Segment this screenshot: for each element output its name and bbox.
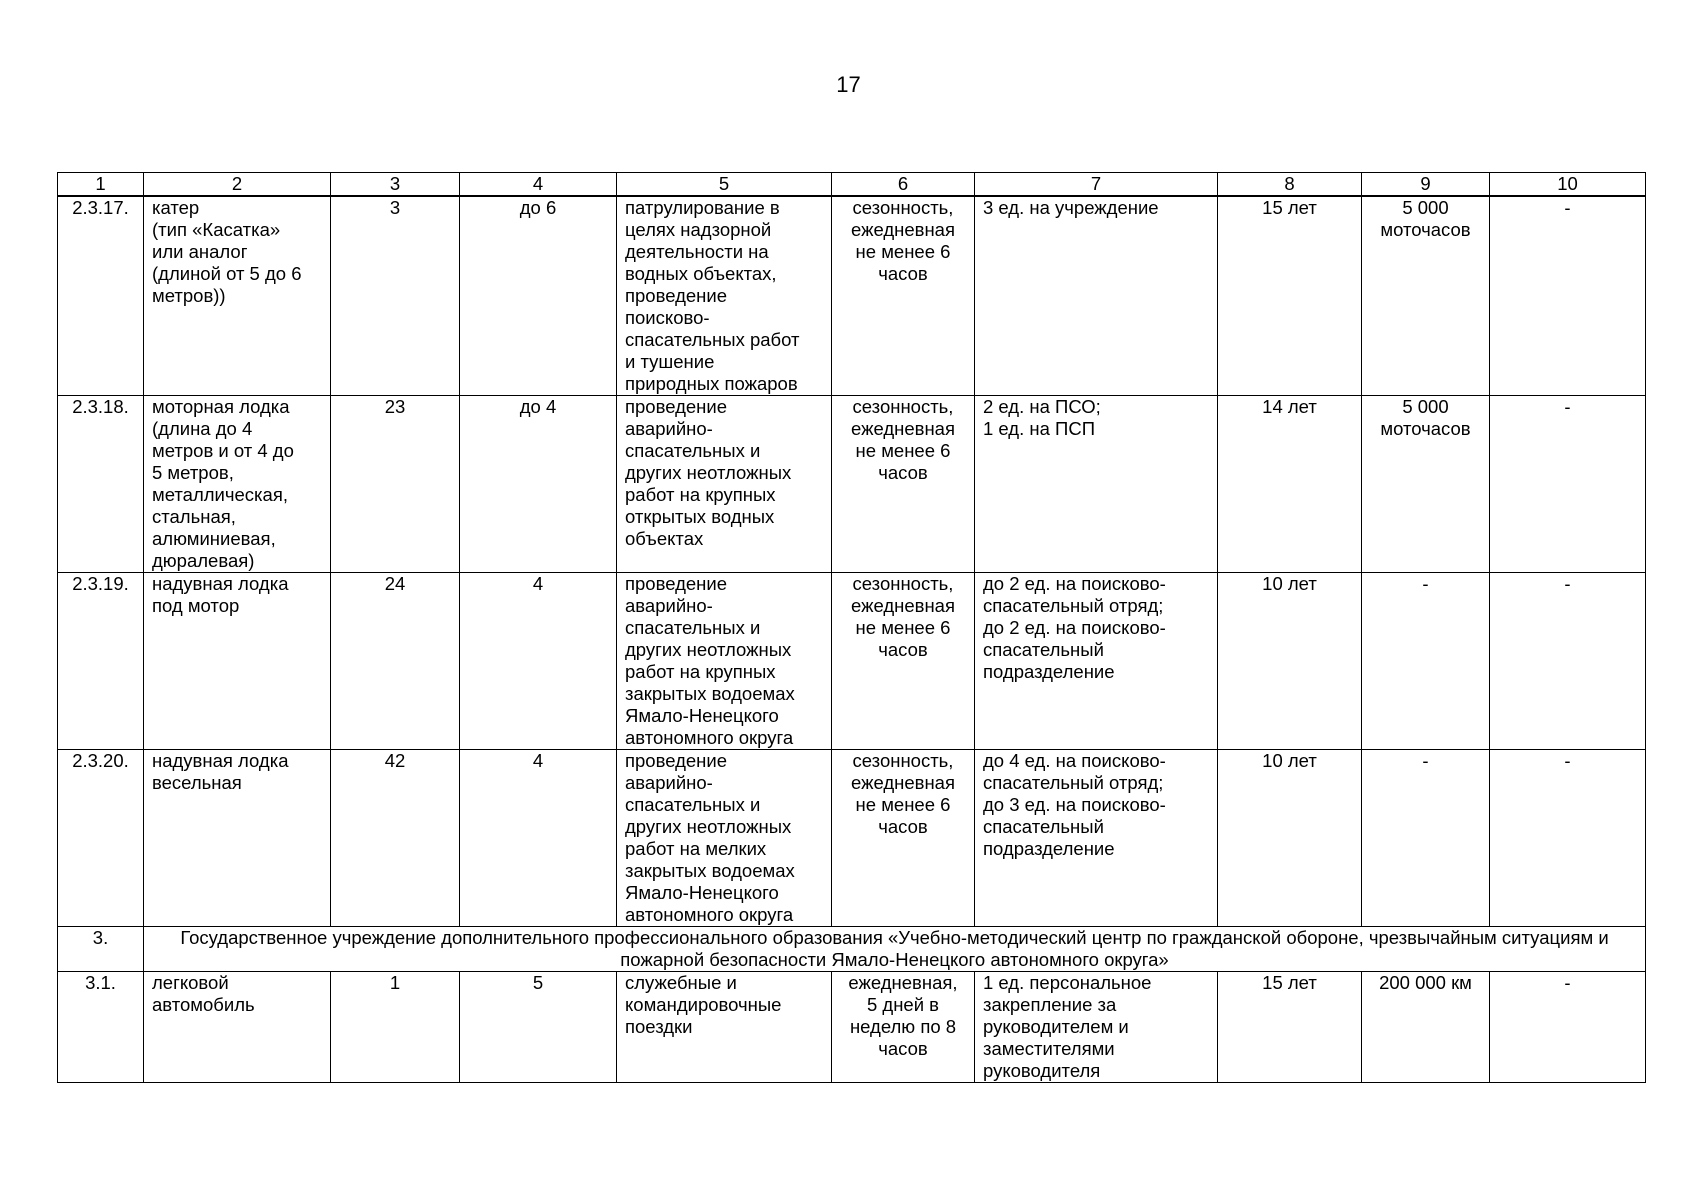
service-life: 10 лет (1218, 750, 1362, 927)
allocation-norm: до 4 ед. на поисково- спасательный отряд; до 3 ед. на поисково- спасательный подразделение (975, 750, 1218, 927)
allocation-norm: 2 ед. на ПСО; 1 ед. на ПСП (975, 396, 1218, 573)
purpose: проведение аварийно- спасательных и других неотложных работ на мелких закрытых водоемах Ямало-Ненецкого автономного округа (617, 750, 832, 927)
allocation-norm: 1 ед. персональное закрепление за руководителем и заместителями руководителя (975, 972, 1218, 1083)
column-number: 5 (617, 173, 832, 197)
purpose: проведение аварийно- спасательных и других неотложных работ на крупных закрытых водоемах Ямало-Ненецкого автономного округа (617, 573, 832, 750)
norms-table (57, 172, 1646, 1083)
capacity: до 6 (460, 196, 617, 396)
capacity: 4 (460, 750, 617, 927)
resource-limit: 200 000 км (1362, 972, 1490, 1083)
column-number: 7 (975, 173, 1218, 197)
section-number: 3. (58, 927, 144, 972)
row-number: 2.3.20. (58, 750, 144, 927)
table-row (58, 972, 1646, 1083)
column-number: 2 (144, 173, 331, 197)
section-row (58, 927, 1646, 972)
service-life: 10 лет (1218, 573, 1362, 750)
usage-mode: ежедневная, 5 дней в неделю по 8 часов (832, 972, 975, 1083)
resource-limit: 5 000 моточасов (1362, 396, 1490, 573)
service-life: 14 лет (1218, 396, 1362, 573)
column-number: 6 (832, 173, 975, 197)
resource-limit: 5 000 моточасов (1362, 196, 1490, 396)
row-number: 2.3.19. (58, 573, 144, 750)
usage-mode: сезонность, ежедневная не менее 6 часов (832, 573, 975, 750)
usage-mode: сезонность, ежедневная не менее 6 часов (832, 750, 975, 927)
note: - (1490, 196, 1646, 396)
column-number: 3 (331, 173, 460, 197)
table-row (58, 196, 1646, 396)
table-row (58, 573, 1646, 750)
service-life: 15 лет (1218, 972, 1362, 1083)
quantity: 3 (331, 196, 460, 396)
column-number: 9 (1362, 173, 1490, 197)
quantity: 42 (331, 750, 460, 927)
purpose: патрулирование в целях надзорной деятельности на водных объектах, проведение поисково- спасательных работ и тушение природных пожаров (617, 196, 832, 396)
usage-mode: сезонность, ежедневная не менее 6 часов (832, 396, 975, 573)
equipment-name: легковой автомобиль (144, 972, 331, 1083)
purpose: проведение аварийно- спасательных и других неотложных работ на крупных открытых водных объектах (617, 396, 832, 573)
table-row (58, 396, 1646, 573)
quantity: 23 (331, 396, 460, 573)
row-number: 3.1. (58, 972, 144, 1083)
equipment-name: надувная лодка весельная (144, 750, 331, 927)
note: - (1490, 972, 1646, 1083)
capacity: до 4 (460, 396, 617, 573)
row-number: 2.3.17. (58, 196, 144, 396)
quantity: 1 (331, 972, 460, 1083)
section-title: Государственное учреждение дополнительного профессионального образования «Учебно-методический центр по гражданской обороне, чрезвычайным ситуациям и пожарной безопасности Ямало-Ненецкого автономного округа» (144, 927, 1646, 972)
service-life: 15 лет (1218, 196, 1362, 396)
table-row (58, 750, 1646, 927)
equipment-name: моторная лодка (длина до 4 метров и от 4 до 5 метров, металлическая, стальная, алюминиевая, дюралевая) (144, 396, 331, 573)
note: - (1490, 750, 1646, 927)
column-number: 4 (460, 173, 617, 197)
page-number: 17 (836, 72, 861, 97)
allocation-norm: 3 ед. на учреждение (975, 196, 1218, 396)
equipment-name: надувная лодка под мотор (144, 573, 331, 750)
column-number: 1 (58, 173, 144, 197)
quantity: 24 (331, 573, 460, 750)
allocation-norm: до 2 ед. на поисково- спасательный отряд; до 2 ед. на поисково- спасательный подразделение (975, 573, 1218, 750)
note: - (1490, 573, 1646, 750)
column-number: 10 (1490, 173, 1646, 197)
note: - (1490, 396, 1646, 573)
row-number: 2.3.18. (58, 396, 144, 573)
purpose: служебные и командировочные поездки (617, 972, 832, 1083)
resource-limit: - (1362, 750, 1490, 927)
equipment-name: катер (тип «Касатка» или аналог (длиной от 5 до 6 метров)) (144, 196, 331, 396)
capacity: 4 (460, 573, 617, 750)
resource-limit: - (1362, 573, 1490, 750)
column-number-row (58, 173, 1646, 197)
column-number: 8 (1218, 173, 1362, 197)
usage-mode: сезонность, ежедневная не менее 6 часов (832, 196, 975, 396)
capacity: 5 (460, 972, 617, 1083)
